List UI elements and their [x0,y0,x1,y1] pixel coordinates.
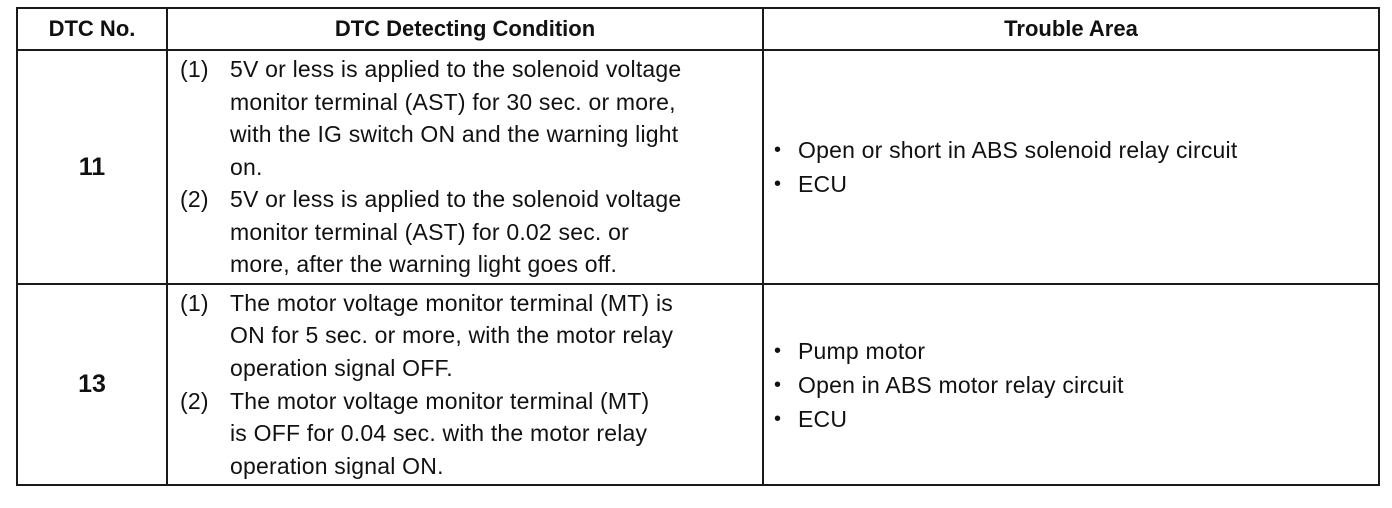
trouble-area-item [774,402,1370,436]
trouble-area-text: Pump motor [798,337,926,364]
trouble-area-cell [763,50,1379,284]
condition-line: monitor terminal (AST) for 30 sec. or more, [230,88,676,115]
condition-text [230,183,754,281]
bullet-icon: • [774,139,782,161]
detecting-condition-cell [167,50,763,284]
dtc-code: 13 [17,284,167,485]
condition-number: (2) [180,387,209,414]
condition-line: 5V or less is applied to the solenoid voltage [230,186,682,213]
header-trouble-area: Trouble Area [763,8,1379,50]
condition-text [230,53,754,183]
bullet-icon: • [774,173,782,195]
condition-line: with the IG switch ON and the warning light [230,121,679,148]
condition-number: (1) [180,55,209,82]
table-row [17,284,1379,485]
condition-line: more, after the warning light goes off. [230,251,618,278]
trouble-area-text: ECU [798,171,848,197]
condition-number: (1) [180,289,209,316]
condition-item [180,183,754,281]
dtc-table [16,7,1380,486]
condition-item [180,53,754,183]
trouble-area-text: Open or short in ABS solenoid relay circuit [798,137,1238,163]
trouble-area-text: ECU [798,405,848,432]
condition-line: The motor voltage monitor terminal (MT) is [230,289,673,316]
condition-line: is OFF for 0.04 sec. with the motor relay [230,420,648,447]
condition-line: operation signal OFF. [230,354,453,381]
condition-text [230,287,754,385]
header-detecting-condition: DTC Detecting Condition [167,8,763,50]
bullet-icon: • [774,373,782,396]
detecting-condition-cell [167,284,763,485]
condition-line: on. [230,153,263,180]
bullet-icon: • [774,407,782,430]
trouble-area-item [774,368,1370,402]
table-header-row [17,8,1379,50]
header-dtc-no: DTC No. [17,8,167,50]
trouble-area-text: Open in ABS motor relay circuit [798,371,1124,398]
condition-line: monitor terminal (AST) for 0.02 sec. or [230,218,629,245]
trouble-area-item [774,133,1370,167]
table-row [17,50,1379,284]
trouble-area-item [774,334,1370,368]
condition-line: The motor voltage monitor terminal (MT) [230,387,650,414]
trouble-area-cell [763,284,1379,485]
condition-line: 5V or less is applied to the solenoid voltage [230,55,682,82]
condition-item [180,287,754,385]
trouble-area-item [774,167,1370,201]
condition-text [230,385,754,483]
bullet-icon: • [774,339,782,362]
condition-line: ON for 5 sec. or more, with the motor relay [230,322,674,349]
condition-item [180,385,754,483]
dtc-code: 11 [17,50,167,284]
condition-number: (2) [180,186,209,213]
condition-line: operation signal ON. [230,452,444,479]
